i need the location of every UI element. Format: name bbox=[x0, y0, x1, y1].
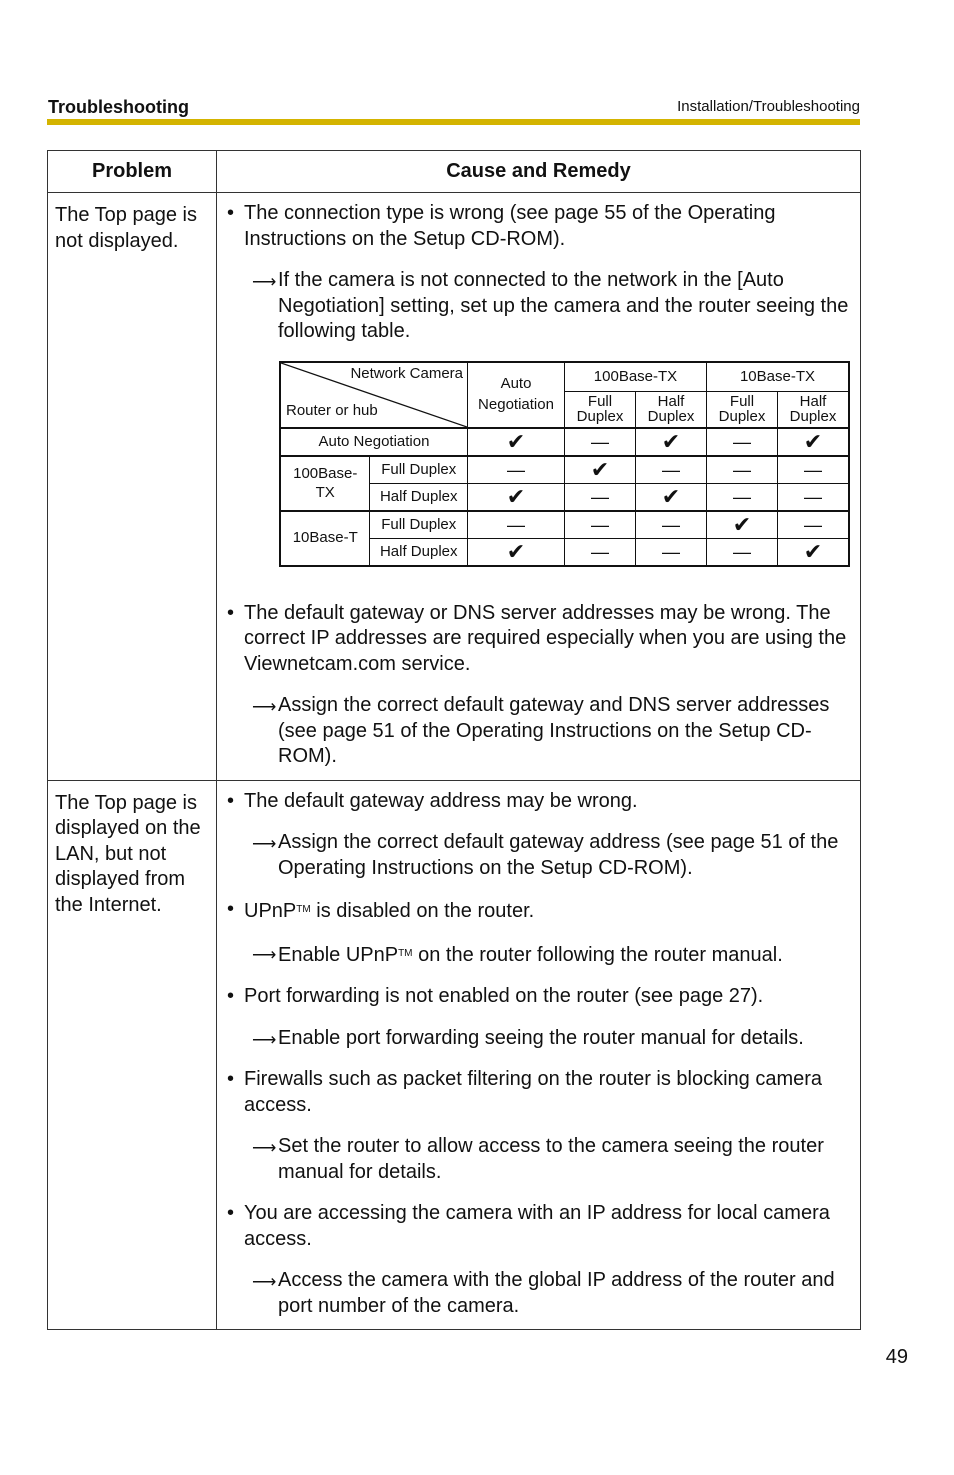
compat-row-100-full bbox=[280, 456, 849, 484]
compat-cell: — bbox=[565, 483, 636, 511]
cause-bullet: • Firewalls such as packet filtering on the router is blocking camera access. bbox=[224, 1067, 850, 1118]
row-label-auto-negotiation: Auto Negotiation bbox=[280, 428, 468, 456]
compat-cell: ✔ bbox=[468, 428, 565, 456]
table-row bbox=[48, 193, 861, 781]
problem-cell: The Top page is displayed on the LAN, but not displayed from the Internet. bbox=[48, 780, 217, 1330]
arrow-icon: ⟶ bbox=[252, 1272, 277, 1291]
compat-cell: ✔ bbox=[707, 511, 778, 539]
compat-cell: — bbox=[778, 483, 850, 511]
arrow-icon: ⟶ bbox=[252, 1138, 277, 1157]
remedy-text: Assign the correct default gateway address (see page 51 of the Operating Instructions on the Setup CD-ROM). bbox=[278, 831, 839, 879]
remedy-item bbox=[224, 941, 850, 969]
compat-cell: — bbox=[468, 456, 565, 484]
row-label-10base-t: 10Base-T bbox=[280, 511, 370, 566]
compat-cell: ✔ bbox=[468, 538, 565, 566]
remedy-text: Enable UPnP™ on the router following the router manual. bbox=[278, 943, 783, 966]
compat-cell: — bbox=[565, 511, 636, 539]
full-duplex-header: Full Duplex bbox=[565, 391, 636, 427]
cause-bullet: • UPnP™ is disabled on the router. bbox=[224, 897, 850, 925]
remedy-text: Assign the correct default gateway and DNS server addresses (see page 51 of the Operating Instructions on the Setup CD-ROM). bbox=[278, 694, 830, 767]
connection-compat-table bbox=[279, 361, 850, 567]
cause-bullet: • The connection type is wrong (see page 55 of the Operating Instructions on the Setup CD-ROM). bbox=[224, 201, 850, 252]
cause-bullet: • You are accessing the camera with an IP address for local camera access. bbox=[224, 1201, 850, 1252]
troubleshooting-table bbox=[47, 150, 861, 1330]
table-header-row bbox=[48, 151, 861, 193]
arrow-icon: ⟶ bbox=[252, 1029, 277, 1049]
compat-header-row bbox=[280, 362, 849, 392]
compat-cell: ✔ bbox=[468, 483, 565, 511]
auto-neg-line2: Negotiation bbox=[478, 396, 554, 413]
half-duplex-header: Half Duplex bbox=[636, 391, 707, 427]
group-100base-header: 100Base-TX bbox=[565, 362, 707, 392]
router-hub-label: Router or hub bbox=[286, 401, 378, 419]
row-label-100base-tx: 100Base- TX bbox=[280, 456, 370, 511]
trademark-mark: TM bbox=[398, 947, 413, 959]
remedy-item bbox=[224, 693, 850, 770]
compat-cell: — bbox=[778, 456, 850, 484]
compat-cell: — bbox=[565, 428, 636, 456]
table-row bbox=[48, 780, 861, 1330]
remedy-item bbox=[224, 830, 850, 881]
cause-bullet: • The default gateway or DNS server addresses may be wrong. The correct IP addresses are required especially when you are using the Viewnetcam.com service. bbox=[224, 601, 850, 678]
compat-cell: — bbox=[636, 456, 707, 484]
remedy-text: If the camera is not connected to the network in the [Auto Negotiation] setting, set up the camera and the router seeing the following table. bbox=[278, 269, 849, 342]
compat-cell: ✔ bbox=[636, 483, 707, 511]
compat-cell: ✔ bbox=[778, 538, 850, 566]
problem-cell: The Top page is not displayed. bbox=[48, 193, 217, 781]
remedy-text: Set the router to allow access to the camera seeing the router manual for details. bbox=[278, 1135, 824, 1183]
compat-cell: — bbox=[707, 428, 778, 456]
cause-cell bbox=[217, 193, 861, 781]
compat-corner-cell bbox=[280, 362, 468, 428]
remedy-text: Access the camera with the global IP address of the router and port number of the camera. bbox=[278, 1269, 835, 1317]
compat-cell: ✔ bbox=[565, 456, 636, 484]
row-label-half-duplex: Half Duplex bbox=[370, 483, 468, 511]
compat-cell: ✔ bbox=[778, 428, 850, 456]
compat-cell: — bbox=[636, 511, 707, 539]
problem-column-header: Problem bbox=[48, 151, 217, 193]
cause-cell bbox=[217, 780, 861, 1330]
remedy-text: Enable port forwarding seeing the router manual for details. bbox=[278, 1026, 804, 1049]
compat-cell: — bbox=[707, 538, 778, 566]
arrow-icon: ⟶ bbox=[252, 697, 277, 716]
chapter-title: Installation/Troubleshooting bbox=[677, 98, 860, 115]
header-rule bbox=[47, 119, 860, 125]
cause-bullet: • Port forwarding is not enabled on the router (see page 27). bbox=[224, 984, 850, 1010]
half-duplex-header: Half Duplex bbox=[778, 391, 850, 427]
remedy-item bbox=[224, 1268, 850, 1319]
full-duplex-header: Full Duplex bbox=[707, 391, 778, 427]
compat-cell: ✔ bbox=[636, 428, 707, 456]
auto-negotiation-col-header bbox=[468, 362, 565, 428]
trademark-mark: TM bbox=[296, 904, 311, 915]
compat-cell: — bbox=[468, 511, 565, 539]
arrow-icon: ⟶ bbox=[252, 944, 277, 964]
compat-row-auto bbox=[280, 428, 849, 456]
page-number: 49 bbox=[885, 1346, 908, 1368]
compat-cell: — bbox=[707, 456, 778, 484]
remedy-item bbox=[224, 1134, 850, 1185]
auto-neg-line1: Auto bbox=[500, 375, 532, 392]
row-label-full-duplex: Full Duplex bbox=[370, 511, 468, 539]
cause-column-header: Cause and Remedy bbox=[217, 151, 861, 193]
compat-cell: — bbox=[565, 538, 636, 566]
compat-cell: — bbox=[778, 511, 850, 539]
remedy-item bbox=[224, 1026, 850, 1052]
remedy-item bbox=[224, 268, 850, 345]
compat-cell: — bbox=[707, 483, 778, 511]
network-camera-label: Network Camera bbox=[350, 364, 463, 382]
group-10base-header: 10Base-TX bbox=[707, 362, 850, 392]
arrow-icon: ⟶ bbox=[252, 272, 277, 291]
arrow-icon: ⟶ bbox=[252, 834, 277, 853]
row-label-full-duplex: Full Duplex bbox=[370, 456, 468, 484]
section-title: Troubleshooting bbox=[48, 97, 189, 117]
row-label-half-duplex: Half Duplex bbox=[370, 538, 468, 566]
cause-bullet: • The default gateway address may be wrong. bbox=[224, 789, 850, 815]
compat-row-10-full bbox=[280, 511, 849, 539]
compat-cell: — bbox=[636, 538, 707, 566]
